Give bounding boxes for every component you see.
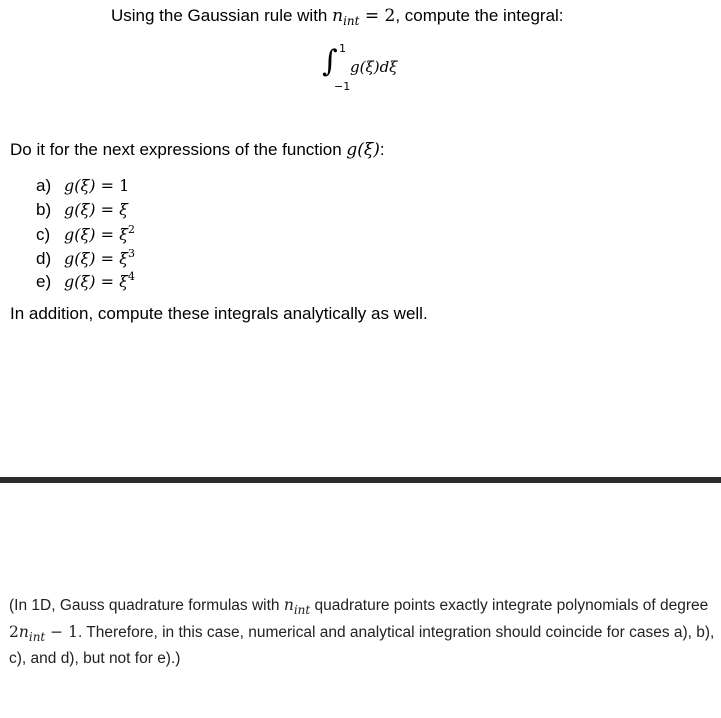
intro-function: g(ξ) <box>346 140 380 160</box>
case-lhs: g(ξ) <box>64 272 96 291</box>
case-label: d) <box>36 248 52 268</box>
case-lhs: g(ξ) <box>64 248 96 268</box>
note-n-subscript: int <box>293 603 311 617</box>
case-d <box>36 247 135 271</box>
intro-text: Do it for the next expressions of the function <box>10 140 347 159</box>
note-n-symbol: n <box>283 596 294 614</box>
note-part2: quadrature points exactly integrate polynomials of degree <box>310 597 709 614</box>
case-c <box>36 223 135 247</box>
n-int-subscript: int <box>343 14 360 28</box>
integral-upper-limit: 1 <box>339 42 346 55</box>
case-lhs: g(ξ) <box>64 199 96 219</box>
case-list <box>36 176 135 294</box>
note-degree-prefix: 2 <box>9 623 19 641</box>
integral-expression <box>322 38 422 94</box>
case-e <box>36 270 135 294</box>
title-text-after: , compute the integral: <box>395 6 564 25</box>
case-eq: = <box>95 176 120 195</box>
case-exponent: 4 <box>127 270 135 283</box>
n-int-value: = 2 <box>359 6 396 26</box>
case-label: e) <box>36 272 52 291</box>
section-divider <box>0 477 721 483</box>
n-int-symbol: n <box>332 6 344 26</box>
case-label: c) <box>36 225 51 244</box>
note-degree-suffix: − 1 <box>45 623 78 641</box>
function-intro <box>10 140 385 160</box>
case-label: a) <box>36 176 52 195</box>
case-label: b) <box>36 199 52 219</box>
case-rhs: 1 <box>119 176 130 195</box>
problem-statement <box>111 6 564 28</box>
analytical-instruction: In addition, compute these integrals analytically as well. <box>10 304 428 323</box>
explanatory-note <box>9 594 715 670</box>
case-a <box>36 176 135 200</box>
title-text-before: Using the Gaussian rule with <box>111 6 333 25</box>
case-rhs: ξ <box>119 199 128 219</box>
case-eq: = <box>95 248 120 268</box>
case-eq: = <box>95 225 120 244</box>
integral-lower-limit: −1 <box>334 80 351 93</box>
case-lhs: g(ξ) <box>64 225 96 244</box>
case-rhs: ξ <box>119 272 128 291</box>
case-eq: = <box>95 199 120 219</box>
note-part1: (In 1D, Gauss quadrature formulas with <box>9 597 284 614</box>
note-part3: . Therefore, in this case, numerical and analytical integration should coincide for cases a), b), c), and d), but not for e).) <box>9 624 715 667</box>
integral-sign: ∫ <box>322 44 338 79</box>
case-rhs: ξ <box>119 225 128 244</box>
case-exponent: 3 <box>127 246 135 260</box>
integrand: g(ξ)dξ <box>350 58 398 76</box>
case-rhs: ξ <box>119 248 128 268</box>
note-degree-n: n <box>18 623 29 641</box>
case-b <box>36 200 135 224</box>
case-lhs: g(ξ) <box>64 176 96 195</box>
case-exponent: 2 <box>127 223 135 236</box>
case-eq: = <box>95 272 120 291</box>
intro-colon: : <box>379 140 385 159</box>
note-degree-sub: int <box>28 630 46 644</box>
